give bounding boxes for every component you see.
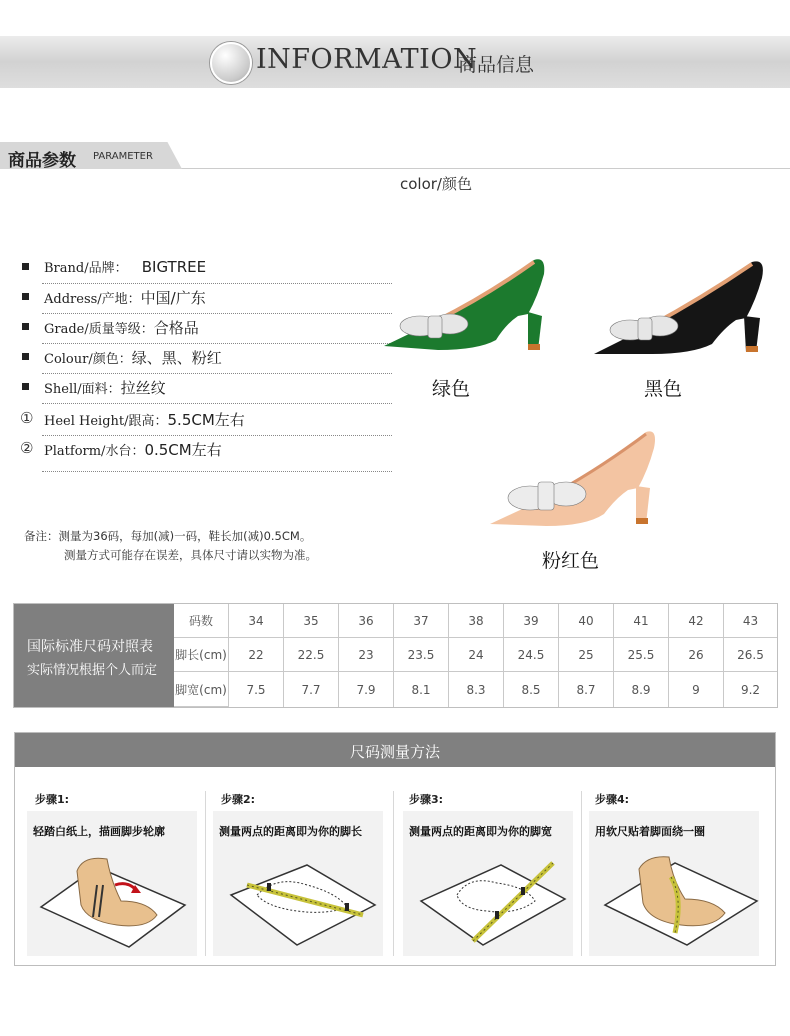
spec-divider bbox=[42, 343, 392, 344]
size-chart-subtitle: 实际情况根据个人而定 bbox=[27, 663, 158, 678]
measurement-section bbox=[14, 732, 776, 966]
note-line-1: 备注：测量为36码，每加(减)一码，鞋长加(减)0.5CM。 bbox=[24, 529, 312, 543]
step-4-illustration bbox=[601, 845, 761, 950]
size-cell: 8.7 bbox=[559, 672, 614, 707]
size-row-header: 码数 bbox=[174, 604, 229, 638]
bullet-icon bbox=[22, 353, 29, 360]
step-1-description: 轻踏白纸上，描画脚步轮廓 bbox=[33, 825, 165, 838]
size-chart-title-panel bbox=[14, 604, 174, 707]
banner-circle-icon bbox=[210, 42, 252, 84]
step-divider bbox=[205, 791, 206, 956]
size-cell: 7.9 bbox=[339, 672, 394, 707]
spec-label: Address/产地：中国/广东 bbox=[44, 289, 206, 307]
size-cell: 9.2 bbox=[740, 682, 761, 697]
parameter-label-en: PARAMETER bbox=[93, 151, 153, 162]
spec-label: Colour/颜色：绿、黑、粉红 bbox=[44, 349, 222, 367]
size-cell: 25 bbox=[559, 638, 614, 672]
size-cell: 7.7 bbox=[284, 672, 339, 707]
size-row-header: 脚宽(cm) bbox=[174, 672, 229, 707]
size-cell: 41 bbox=[614, 604, 669, 638]
size-cell: 42 bbox=[669, 604, 724, 638]
size-cell: 37 bbox=[394, 604, 449, 638]
step-3-illustration bbox=[417, 845, 569, 950]
size-cell: 22.5 bbox=[284, 638, 339, 672]
size-cell: 9 bbox=[669, 672, 724, 707]
size-cell: 39 bbox=[504, 604, 559, 638]
color-caption: color/颜色 bbox=[400, 175, 472, 193]
shoe-label-black: 黑色 bbox=[644, 378, 683, 400]
step-4-number: 步骤4: bbox=[595, 793, 630, 806]
shoe-label-pink: 粉红色 bbox=[542, 550, 600, 572]
bullet-icon bbox=[22, 383, 29, 390]
information-banner bbox=[0, 36, 790, 88]
step-4-description: 用软尺贴着脚面绕一圈 bbox=[595, 825, 705, 838]
size-cell: 40 bbox=[559, 604, 614, 638]
spec-row-colour bbox=[22, 346, 372, 374]
spec-divider bbox=[42, 373, 392, 374]
spec-row-heel-height bbox=[22, 408, 372, 436]
spec-label: Grade/质量等级：合格品 bbox=[44, 319, 199, 337]
spec-divider bbox=[42, 435, 392, 436]
spec-label: Brand/品牌： BIGTREE bbox=[44, 258, 207, 276]
marker-two: ② bbox=[20, 439, 34, 457]
size-chart-title: 国际标准尺码对照表 bbox=[27, 639, 153, 655]
step-1-illustration bbox=[37, 845, 189, 950]
size-cell: 22 bbox=[229, 638, 284, 672]
size-cell: 8.9 bbox=[614, 672, 669, 707]
spec-row-address bbox=[22, 286, 372, 314]
spec-divider bbox=[42, 471, 392, 472]
size-row-header: 脚长(cm) bbox=[174, 638, 229, 672]
step-divider bbox=[393, 791, 394, 956]
note-line-2: 测量方式可能存在误差，具体尺寸请以实物为准。 bbox=[64, 548, 317, 562]
step-2-description: 测量两点的距离即为你的脚长 bbox=[219, 825, 362, 838]
spec-divider bbox=[42, 313, 392, 314]
spec-divider bbox=[42, 403, 392, 404]
size-cell: 23 bbox=[339, 638, 394, 672]
size-cell: 8.5 bbox=[504, 672, 559, 707]
spec-row-brand bbox=[22, 256, 372, 284]
measurement-header bbox=[15, 733, 775, 767]
black-shoe-image bbox=[592, 256, 768, 356]
banner-title: INFORMATION bbox=[256, 44, 478, 75]
size-cell: 24 bbox=[449, 638, 504, 672]
size-cell: 35 bbox=[284, 604, 339, 638]
spec-label: Platform/水台：0.5CM左右 bbox=[44, 441, 222, 459]
size-cell: 8.1 bbox=[394, 672, 449, 707]
size-cell: 26.5 bbox=[724, 638, 777, 672]
marker-one: ① bbox=[20, 409, 34, 427]
step-1-number: 步骤1: bbox=[35, 793, 70, 806]
green-shoe-image bbox=[378, 254, 550, 354]
step-2-number: 步骤2: bbox=[221, 793, 256, 806]
bullet-icon bbox=[22, 293, 29, 300]
size-cell: 7.5 bbox=[229, 672, 284, 707]
spec-row-shell bbox=[22, 376, 372, 404]
banner-subtitle: 商品信息 bbox=[458, 54, 535, 76]
step-2-illustration bbox=[227, 845, 379, 950]
size-chart-table bbox=[13, 603, 778, 708]
size-cell: 23.5 bbox=[394, 638, 449, 672]
size-cell: 8.3 bbox=[449, 672, 504, 707]
measurement-title: 尺码测量方法 bbox=[349, 743, 440, 761]
size-cell: 36 bbox=[339, 604, 394, 638]
bullet-icon bbox=[22, 323, 29, 330]
parameter-label-cn: 商品参数 bbox=[8, 151, 76, 171]
size-cell: 24.5 bbox=[504, 638, 559, 672]
step-3-number: 步骤3: bbox=[409, 793, 444, 806]
spec-row-grade bbox=[22, 316, 372, 344]
size-cell: 26 bbox=[669, 638, 724, 672]
spec-label: Heel Height/跟高：5.5CM左右 bbox=[44, 411, 245, 429]
spec-divider bbox=[42, 283, 392, 284]
size-cell: 43 bbox=[724, 604, 777, 638]
size-cell: 34 bbox=[229, 604, 284, 638]
spec-label: Shell/面料：拉丝纹 bbox=[44, 379, 166, 397]
step-3-description: 测量两点的距离即为你的脚宽 bbox=[409, 825, 552, 838]
step-divider bbox=[581, 791, 582, 956]
shoe-label-green: 绿色 bbox=[432, 378, 471, 400]
size-cell: 38 bbox=[449, 604, 504, 638]
pink-shoe-image bbox=[486, 426, 658, 530]
spec-row-platform bbox=[22, 438, 372, 466]
bullet-icon bbox=[22, 263, 29, 270]
size-cell: 25.5 bbox=[614, 638, 669, 672]
